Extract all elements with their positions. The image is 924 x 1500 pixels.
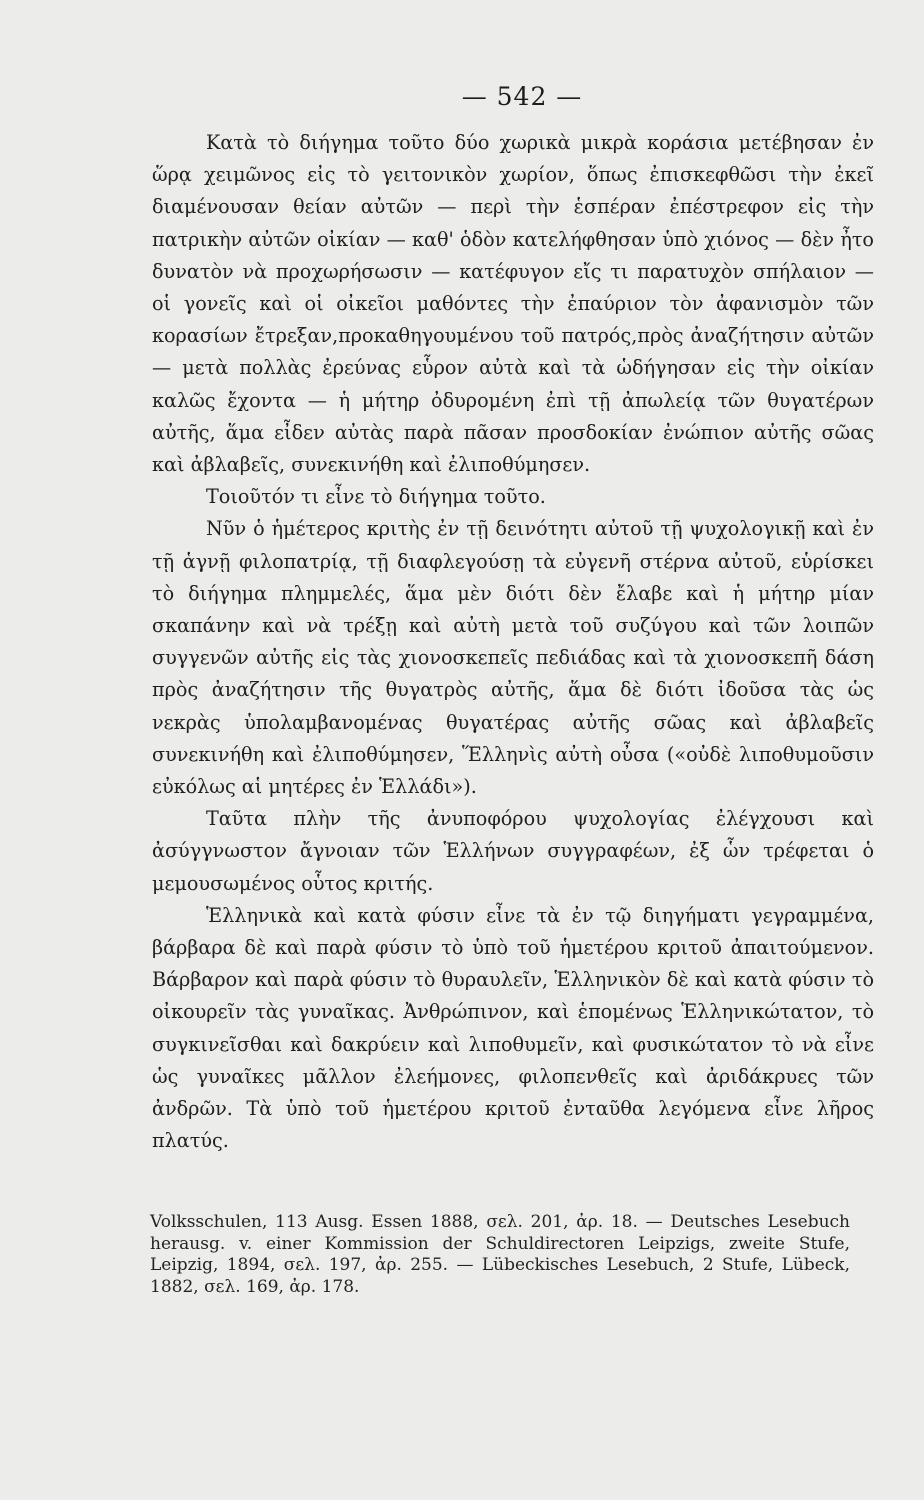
paragraph-story-summary: Κατὰ τὸ διήγημα τοῦτο δύο χωρικὰ μικρὰ κοράσια μετέβησαν ἐν ὥρᾳ χειμῶνος εἰς τὸ γειτονικὸν χωρίον, ὅπως ἐπισκεφθῶσι τὴν ἐκεῖ διαμένουσαν θείαν αὐτῶν — περὶ τὴν ἑσπέραν ἐπέστρεφον εἰς τὴν πατρικὴν αὐτῶν οἰκίαν — καθ' ὁδὸν κατελήφθησαν ὑπὸ χιόνος — δὲν ἦτο δυνατὸν νὰ προχωρήσωσιν — κατέφυγον εἴς τι παρατυχὸν σπήλαιον — οἱ γονεῖς καὶ οἱ οἰκεῖοι μαθόντες τὴν ἐπαύριον τὸν ἀφανισμὸν τῶν κορασίων ἔτρεξαν,προκαθηγουμένου τοῦ πατρός,πρὸς ἀναζήτησιν αὐτῶν — μετὰ πολλὰς ἐρεύνας εὗρον αὐτὰ καὶ τὰ ὡδήγησαν εἰς τὴν οἰκίαν καλῶς ἔχοντα — ἡ μήτηρ ὀδυρομένη ἐπὶ τῇ ἀπωλείᾳ τῶν θυγατέρων αὐτῆς, ἅμα εἶδεν αὐτὰς παρὰ πᾶσαν προσδοκίαν ἐνώπιον αὐτῆς σῶας καὶ ἀβλαβεῖς, συνεκινήθη καὶ ἐλιποθύμησεν. (152, 131, 874, 477)
footnote-text: Volksschulen, 113 Ausg. Essen 1888, σελ. 201, ἀρ. 18. — Deutsches Lesebuch herausg. v. einer Kommission der Schuldirectoren Leipzigs, zweite Stufe, Leipzig, 1894, σελ. 197, ἀρ. 255. — Lübeckisches Lesebuch, 2 Stufe, Lübeck, 1882, σελ. 169, ἀρ. 178. (150, 1212, 850, 1297)
main-text (152, 127, 874, 1158)
paragraph-critic-ignorance: Ταῦτα πλὴν τῆς ἀνυποφόρου ψυχολογίας ἐλέγχουσι καὶ ἀσύγγνωστον ἄγνοιαν τῶν Ἑλλήνων συγγραφέων, ἐξ ὧν τρέφεται ὁ μεμουσωμένος οὗτος κριτής. (152, 807, 874, 895)
footnote (150, 1212, 850, 1298)
paragraph-critic-objection: Νῦν ὁ ἡμέτερος κριτὴς ἐν τῇ δεινότητι αὐτοῦ τῇ ψυχολογικῇ καὶ ἐν τῇ ἁγνῇ φιλοπατρίᾳ, τῇ διαφλεγούσῃ τὰ εὐγενῆ στέρνα αὐτοῦ, εὑρίσκει τὸ διήγημα πλημμελές, ἅμα μὲν διότι δὲν ἔλαβε καὶ ἡ μήτηρ μίαν σκαπάνην καὶ νὰ τρέξῃ καὶ αὐτὴ μετὰ τοῦ συζύγου καὶ τῶν λοιπῶν συγγενῶν αὐτῆς εἰς τὰς χιονοσκεπεῖς πεδιάδας καὶ τὰ χιονοσκεπῆ δάση πρὸς ἀναζήτησιν τῆς θυγατρὸς αὐτῆς, ἅμα δὲ διότι ἰδοῦσα τὰς ὡς νεκρὰς ὑπολαμβανομένας θυγατέρας αὐτῆς σῶας καὶ ἀβλαβεῖς συνεκινήθη καὶ ἐλιποθύμησεν, Ἕλληνὶς αὐτὴ οὖσα («οὐδὲ λιποθυμοῦσιν εὐκόλως αἱ μητέρες ἐν Ἑλλάδι»). (152, 517, 874, 799)
page-number: — 542 — (461, 82, 583, 111)
paragraph-greek-nature: Ἑλληνικὰ καὶ κατὰ φύσιν εἶνε τὰ ἐν τῷ διηγήματι γεγραμμένα, βάρβαρα δὲ καὶ παρὰ φύσιν τὸ ὑπὸ τοῦ ἡμετέρου κριτοῦ ἀπαιτούμενον. Βάρβαρον καὶ παρὰ φύσιν τὸ θυραυλεῖν, Ἑλληνικὸν δὲ καὶ κατὰ φύσιν τὸ οἰκουρεῖν τὰς γυναῖκας. Ἀνθρώπινον, καὶ ἑπομένως Ἑλληνικώτατον, τὸ συγκινεῖσθαι καὶ δακρύειν καὶ λιποθυμεῖν, καὶ φυσικώτατον τὸ νὰ εἶνε ὡς γυναῖκες μᾶλλον ἐλεήμονες, φιλοπενθεῖς καὶ ἀριδάκρυες τῶν ἀνδρῶν. Τὰ ὑπὸ τοῦ ἡμετέρου κριτοῦ ἐνταῦθα λεγόμενα εἶνε λῆρος πλατύς. (152, 903, 874, 1153)
paragraph-story-conclusion: Τοιοῦτόν τι εἶνε τὸ διήγημα τοῦτο. (206, 485, 546, 509)
